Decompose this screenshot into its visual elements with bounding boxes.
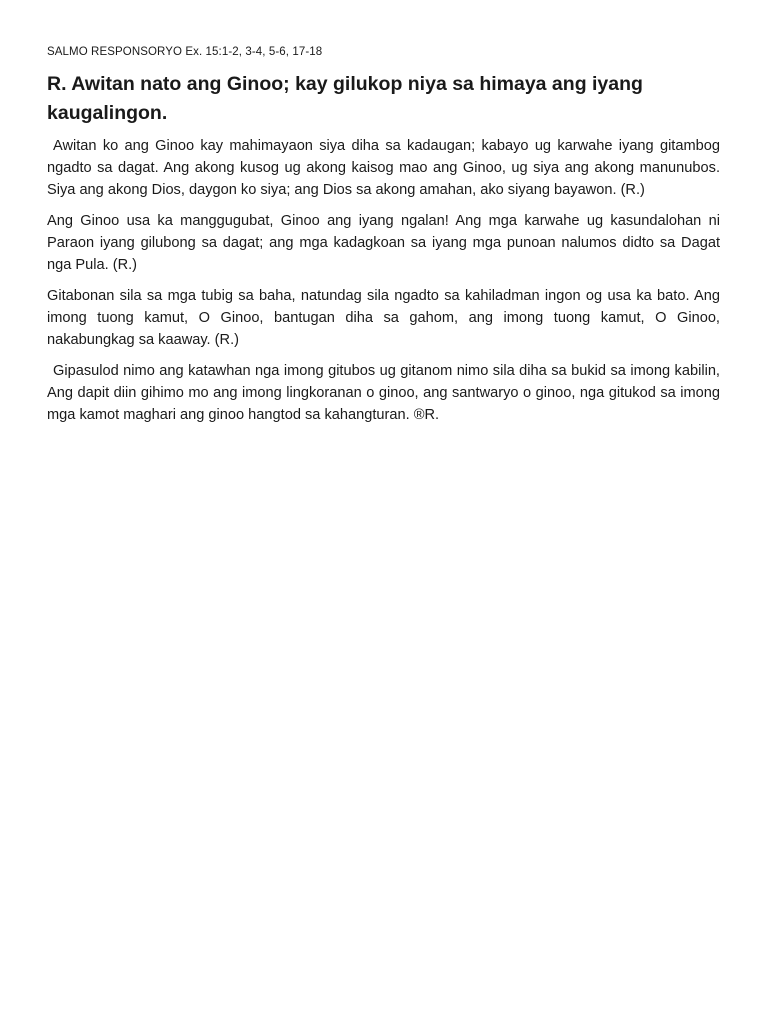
psalm-verse-1: Awitan ko ang Ginoo kay mahimayaon siya diha sa kadaugan; kabayo ug karwahe iyang gitambog ngadto sa dagat. Ang akong kusog ug akong kaisog mao ang Ginoo, ug siya ang akong manunubos. Siya ang akong Dios, daygon ko siya; ang Dios sa akong amahan, ako siyang bayawon. (R.): [47, 138, 720, 198]
psalm-heading: SALMO RESPONSORYO Ex. 15:1-2, 3-4, 5-6, 17-18: [47, 46, 323, 58]
psalm-verse-4: Gipasulod nimo ang katawhan nga imong gitubos ug gitanom nimo sila diha sa bukid sa imong kabilin, Ang dapit diin gihimo mo ang imong lingkoranan o ginoo, ang santwaryo o ginoo, nga gitukod sa imong mga kamot maghari ang ginoo hangtod sa kahangturan. ®R.: [47, 363, 720, 423]
document-page: [47, 44, 720, 435]
psalm-verse-3: Gitabonan sila sa mga tubig sa baha, natundag sila ngadto sa kahiladman ingon og usa ka bato. Ang imong tuong kamut, O Ginoo, bantugan diha sa gahom, ang imong tuong kamut, O Ginoo, nakabungkag sa kaaway. (R.): [47, 288, 720, 348]
psalm-refrain: R. Awitan nato ang Ginoo; kay gilukop niya sa himaya ang iyang kaugalingon.: [47, 73, 643, 124]
psalm-verse-2: Ang Ginoo usa ka manggugubat, Ginoo ang iyang ngalan! Ang mga karwahe ug kasundalohan ni Paraon iyang gilubong sa dagat; ang mga kadagkoan sa iyang mga punoan nalumos didto sa Dagat nga Pula. (R.): [47, 213, 720, 273]
